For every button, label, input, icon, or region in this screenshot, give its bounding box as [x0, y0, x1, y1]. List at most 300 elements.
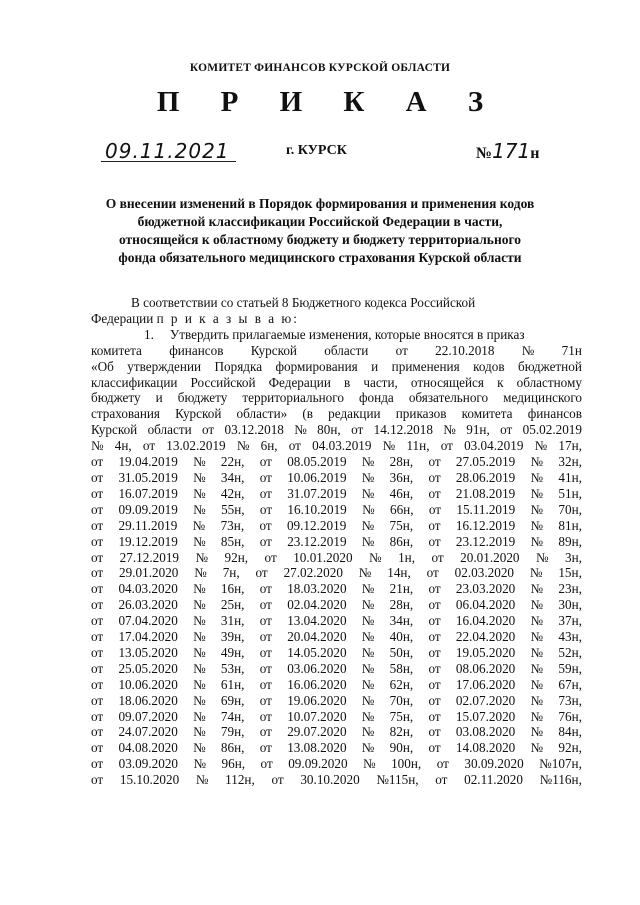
body-word: 29.11.2019: [118, 517, 178, 533]
body-word: от: [428, 724, 441, 740]
body-word: №: [530, 676, 544, 692]
body-word: 67н,: [558, 676, 582, 692]
body-word: 15.10.2020: [119, 772, 180, 788]
body-word: №: [193, 485, 206, 501]
title-line: бюджетной классификации Российской Федерации в части,: [137, 214, 503, 229]
body-word: №: [534, 438, 548, 454]
item-number: 1.: [144, 326, 154, 342]
body-word: №: [193, 597, 206, 613]
body-word: 100н,: [391, 756, 422, 772]
body-word: 03.09.2020: [118, 756, 178, 772]
body-word: 14.08.2020: [455, 740, 516, 756]
body-word: классификации: [91, 374, 178, 390]
body-word: от: [259, 581, 272, 597]
body-word: 28.06.2019: [455, 469, 516, 485]
body-word: 31.07.2019: [287, 485, 347, 501]
body-word: 17.06.2020: [455, 676, 516, 692]
body-word: от: [259, 454, 272, 470]
order-body: [91, 295, 582, 788]
body-word: бюджету: [177, 390, 228, 406]
body-line: [91, 581, 582, 597]
body-word: бюджету: [91, 390, 141, 406]
body-word: от: [428, 629, 441, 645]
body-word: №: [363, 756, 376, 772]
body-word: 16.06.2020: [287, 676, 347, 692]
body-line: [91, 645, 582, 661]
body-word: комитета: [91, 342, 142, 358]
body-word: №: [358, 565, 372, 581]
body-word: от: [428, 660, 441, 676]
body-word: редакции: [328, 406, 381, 422]
body-word: №: [530, 644, 544, 660]
body-word: №: [193, 644, 206, 660]
body-word: №: [192, 517, 206, 533]
body-word: 16.12.2019: [455, 517, 516, 533]
body-word: №: [361, 740, 375, 756]
body-word: №: [530, 581, 544, 597]
body-word: от: [259, 692, 272, 708]
body-word: 02.03.2020: [454, 565, 515, 581]
body-word: 37н,: [558, 613, 582, 629]
title-line: относящейся к областному бюджету и бюджету территориального: [118, 232, 522, 247]
body-word: 09.07.2020: [118, 708, 178, 724]
body-word: от: [259, 501, 273, 517]
body-word: «Об: [91, 358, 114, 374]
body-word: 32н,: [558, 454, 582, 470]
body-word: 03.12.2018: [224, 422, 284, 438]
body-word: 80н,: [317, 422, 341, 438]
body-word: №: [382, 438, 396, 454]
body-word: №: [361, 517, 375, 533]
body-word: от: [428, 517, 441, 533]
body-word: №: [193, 469, 206, 485]
body-word: 10.06.2019: [287, 469, 347, 485]
body-word: от: [91, 469, 104, 485]
body-word: от: [202, 422, 215, 438]
body-word: от: [255, 565, 268, 581]
body-word: от: [91, 517, 104, 533]
body-word: №: [193, 501, 206, 517]
body-line: [91, 693, 582, 709]
body-word: №: [195, 549, 209, 565]
body-word: от: [91, 772, 104, 788]
body-word: от: [428, 708, 441, 724]
body-word: части,: [363, 374, 398, 390]
body-word: 14.05.2020: [287, 644, 347, 660]
body-word: 04.03.2019: [312, 438, 372, 454]
body-word: №: [521, 342, 535, 358]
body-word: №: [530, 724, 544, 740]
body-word: 10.07.2020: [287, 708, 347, 724]
body-word: от: [428, 613, 441, 629]
body-word: №: [236, 438, 250, 454]
body-word: 50н,: [389, 644, 414, 660]
body-word: №: [361, 724, 375, 740]
body-word: 13.04.2020: [287, 613, 347, 629]
body-word: 23.12.2019: [455, 533, 516, 549]
body-word: от: [428, 454, 441, 470]
body-word: и: [371, 358, 379, 374]
body-line: [91, 375, 582, 391]
body-word: Курской: [175, 406, 222, 422]
body-word: от: [428, 501, 442, 517]
body-word: №: [361, 613, 375, 629]
body-word: 75н,: [389, 517, 414, 533]
body-word: (в: [302, 406, 314, 422]
document-type-title: П Р И К А З: [156, 86, 501, 118]
body-word: 92н,: [224, 549, 249, 565]
body-word: от: [351, 422, 364, 438]
body-word: №: [361, 660, 375, 676]
body-word: 17.04.2020: [118, 629, 178, 645]
body-word: №: [530, 740, 544, 756]
body-word: 20.04.2020: [287, 629, 347, 645]
body-word: 55н,: [221, 501, 245, 517]
body-word: Порядка: [214, 358, 263, 374]
body-word: финансов: [169, 342, 224, 358]
body-word: в: [344, 374, 351, 390]
body-word: 41н,: [558, 469, 582, 485]
body-word: фонда: [359, 390, 394, 406]
body-word: 43н,: [558, 629, 582, 645]
body-word: 25.05.2020: [118, 660, 178, 676]
body-word: №: [193, 454, 206, 470]
committee-header: КОМИТЕТ ФИНАНСОВ КУРСКОЙ ОБЛАСТИ: [189, 62, 451, 74]
body-word: №: [530, 517, 544, 533]
body-word: №: [361, 533, 375, 549]
body-line: [91, 518, 582, 534]
body-word: 04.08.2020: [118, 740, 178, 756]
body-word: к: [497, 374, 504, 390]
body-word: приказов: [395, 406, 447, 422]
body-word: от: [436, 756, 449, 772]
body-word: 19.06.2020: [287, 692, 347, 708]
body-word: бюджетной: [518, 358, 582, 374]
body-word: №: [294, 422, 307, 438]
body-word: №: [193, 740, 206, 756]
body-line: [91, 661, 582, 677]
intro-text: Федерации: [91, 310, 154, 326]
body-word: №: [530, 485, 544, 501]
body-word: 73н,: [558, 692, 582, 708]
intro-line: [91, 295, 582, 311]
handwritten-date: 09.11.2021: [105, 139, 230, 163]
body-word: 39н,: [220, 629, 245, 645]
body-word: 10.01.2020: [293, 549, 353, 565]
body-word: 34н,: [220, 469, 245, 485]
body-word: 22.10.2018: [435, 342, 495, 358]
body-word: 79н,: [220, 724, 245, 740]
body-word: №: [361, 629, 375, 645]
body-line: [91, 470, 582, 486]
body-word: №: [530, 708, 544, 724]
body-word: области: [324, 342, 369, 358]
body-line: [91, 422, 582, 438]
body-word: 13.08.2020: [287, 740, 347, 756]
item-line: [91, 327, 582, 343]
body-word: 06.04.2020: [455, 597, 516, 613]
body-word: от: [259, 660, 272, 676]
body-word: №: [530, 660, 544, 676]
body-word: финансов: [527, 406, 582, 422]
body-word: 74н,: [220, 708, 245, 724]
body-word: от: [259, 740, 272, 756]
body-word: 19.05.2020: [455, 644, 516, 660]
body-line: [91, 438, 582, 454]
body-word: от: [91, 724, 104, 740]
body-word: 75н,: [389, 708, 414, 724]
body-word: 10.06.2020: [118, 676, 178, 692]
intro-text: В соответствии со статьей 8 Бюджетного кодекса Российской: [131, 295, 476, 310]
body-word: 62н,: [389, 676, 414, 692]
body-word: 23.12.2019: [287, 533, 347, 549]
body-word: 14н,: [387, 565, 411, 581]
body-word: 70н,: [389, 692, 414, 708]
body-word: от: [142, 438, 156, 454]
body-word: от: [259, 517, 272, 533]
body-word: 66н,: [389, 501, 414, 517]
body-word: 3н,: [565, 549, 582, 565]
body-word: 51н,: [558, 485, 582, 501]
body-word: 16.07.2019: [118, 485, 178, 501]
body-word: №: [530, 597, 544, 613]
body-word: Курской: [91, 422, 138, 438]
body-word: от: [259, 613, 272, 629]
body-word: от: [91, 613, 104, 629]
body-word: 27.05.2019: [455, 454, 516, 470]
body-word: 26.03.2020: [118, 597, 178, 613]
body-line: [91, 534, 582, 550]
body-word: 96н,: [221, 756, 246, 772]
item-text: Утвердить прилагаемые изменения, которые вносятся в приказ: [169, 326, 525, 342]
body-word: 13.05.2020: [118, 644, 178, 660]
body-word: 09.09.2020: [288, 756, 348, 772]
body-word: от: [428, 485, 441, 501]
body-word: №: [530, 501, 544, 517]
body-word: от: [395, 342, 408, 358]
body-word: от: [431, 549, 444, 565]
body-word: 31н,: [220, 613, 245, 629]
body-word: №: [361, 485, 375, 501]
body-word: формирования: [275, 358, 358, 374]
body-word: 09.12.2019: [286, 517, 347, 533]
body-word: 23.03.2020: [455, 581, 516, 597]
body-word: от: [91, 533, 104, 549]
body-word: от: [259, 533, 272, 549]
body-word: №: [530, 629, 544, 645]
body-word: от: [500, 422, 513, 438]
body-word: территориального: [242, 390, 344, 406]
body-word: 21.08.2019: [455, 485, 516, 501]
body-word: №: [193, 724, 206, 740]
body-word: 69н,: [220, 692, 245, 708]
body-word: 17н,: [558, 438, 582, 454]
city-label: г. КУРСК: [286, 143, 347, 158]
body-line: [91, 597, 582, 613]
body-word: 22.04.2020: [455, 629, 516, 645]
body-word: от: [428, 644, 441, 660]
body-word: №: [369, 549, 382, 565]
body-word: 08.05.2019: [287, 454, 347, 470]
body-word: №: [530, 454, 544, 470]
body-word: от: [91, 676, 104, 692]
body-word: №: [530, 533, 544, 549]
body-word: 15н,: [558, 565, 582, 581]
body-word: от: [428, 692, 441, 708]
body-word: 25н,: [220, 597, 245, 613]
body-word: 15.07.2020: [455, 708, 516, 724]
body-word: области: [147, 422, 192, 438]
body-word: №: [193, 756, 207, 772]
body-word: №: [91, 438, 104, 454]
body-word: от: [428, 676, 441, 692]
body-word: 1н,: [398, 549, 416, 565]
body-line: [91, 613, 582, 629]
body-line: [91, 565, 582, 581]
body-word: от: [428, 597, 441, 613]
body-word: применения: [391, 358, 460, 374]
body-word: 20.01.2020: [460, 549, 520, 565]
body-word: от: [91, 549, 104, 565]
body-word: от: [91, 660, 104, 676]
body-word: от: [288, 438, 301, 454]
body-word: 85н,: [220, 533, 245, 549]
body-word: №: [361, 676, 375, 692]
body-word: от: [91, 485, 104, 501]
body-word: 13.02.2019: [166, 438, 226, 454]
body-word: 24.07.2020: [118, 724, 178, 740]
body-word: от: [259, 708, 272, 724]
body-word: 84н,: [558, 724, 582, 740]
body-line: [91, 390, 582, 406]
body-word: №: [195, 772, 209, 788]
body-word: от: [91, 565, 104, 581]
body-word: 07.04.2020: [118, 613, 178, 629]
body-word: от: [259, 597, 272, 613]
handwritten-number: 171: [492, 139, 531, 163]
body-line: [91, 550, 582, 566]
title-line: фонда обязательного медицинского страхования Курской области: [118, 250, 522, 265]
body-word: медицинского: [503, 390, 582, 406]
body-word: №: [193, 613, 206, 629]
body-word: 19.12.2019: [118, 533, 178, 549]
body-word: кодов: [473, 358, 505, 374]
body-word: 03.06.2020: [287, 660, 347, 676]
body-word: 91н,: [466, 422, 490, 438]
order-number: [476, 139, 539, 163]
body-word: от: [259, 469, 272, 485]
body-word: 73н,: [220, 517, 245, 533]
body-word: от: [428, 740, 441, 756]
body-word: №: [530, 469, 544, 485]
body-word: 90н,: [389, 740, 414, 756]
body-word: 30н,: [558, 597, 582, 613]
body-word: №: [443, 422, 456, 438]
body-word: №116н,: [539, 772, 582, 788]
body-word: №: [194, 565, 207, 581]
body-word: №: [193, 581, 206, 597]
body-word: от: [259, 485, 272, 501]
body-word: 81н,: [558, 517, 582, 533]
body-word: от: [91, 692, 104, 708]
body-word: 29.01.2020: [119, 565, 179, 581]
order-verb: п р и к а з ы в а ю:: [156, 310, 299, 326]
body-word: №: [361, 644, 375, 660]
body-word: 31.05.2019: [118, 469, 178, 485]
body-word: 7н,: [222, 565, 240, 581]
body-word: №107н,: [539, 756, 582, 772]
body-word: 21н,: [389, 581, 414, 597]
body-word: 49н,: [220, 644, 245, 660]
body-word: 27.02.2020: [283, 565, 343, 581]
body-word: от: [435, 772, 448, 788]
body-word: 02.04.2020: [287, 597, 347, 613]
body-word: 03.04.2019: [464, 438, 524, 454]
body-word: 71н: [561, 342, 582, 358]
body-word: 28н,: [389, 597, 414, 613]
body-word: области»: [236, 406, 288, 422]
body-word: №: [529, 565, 543, 581]
body-word: Федерации: [268, 374, 331, 390]
body-word: 14.12.2018: [373, 422, 433, 438]
body-word: 40н,: [389, 629, 414, 645]
body-word: №: [361, 454, 375, 470]
body-word: №: [193, 533, 206, 549]
body-word: 61н,: [220, 676, 245, 692]
number-sign: №: [476, 145, 493, 162]
body-line: [91, 629, 582, 645]
body-word: 28н,: [389, 454, 414, 470]
body-word: №: [535, 549, 549, 565]
body-word: 04.03.2020: [118, 581, 178, 597]
body-line: [91, 709, 582, 725]
body-word: областному: [516, 374, 582, 390]
body-word: от: [264, 549, 277, 565]
body-line: [91, 772, 582, 788]
body-word: от: [91, 581, 104, 597]
body-word: от: [260, 756, 273, 772]
body-word: страхования: [91, 406, 160, 422]
body-word: 112н,: [225, 772, 255, 788]
body-word: от: [426, 565, 439, 581]
body-word: от: [428, 469, 441, 485]
body-word: 16н,: [220, 581, 245, 597]
title-line: О внесении изменений в Порядок формирования и применения кодов: [105, 196, 535, 211]
body-line: [91, 359, 582, 375]
body-word: от: [428, 533, 441, 549]
body-word: №: [361, 581, 375, 597]
body-word: от: [259, 676, 272, 692]
body-word: 27.12.2019: [119, 549, 179, 565]
body-word: от: [91, 756, 104, 772]
body-word: от: [91, 501, 104, 517]
body-word: №: [193, 660, 206, 676]
body-line: [91, 724, 582, 740]
body-word: 05.02.2019: [522, 422, 582, 438]
body-line: [91, 486, 582, 502]
order-title: [70, 195, 570, 267]
body-word: от: [440, 438, 453, 454]
body-line: [91, 677, 582, 693]
body-word: от: [271, 772, 284, 788]
body-word: №: [530, 613, 544, 629]
body-word: 15.11.2019: [456, 501, 516, 517]
body-word: 11н,: [406, 438, 430, 454]
body-line: [91, 502, 582, 518]
body-word: 29.07.2020: [287, 724, 347, 740]
body-word: 23н,: [558, 581, 582, 597]
body-word: 92н,: [558, 740, 582, 756]
